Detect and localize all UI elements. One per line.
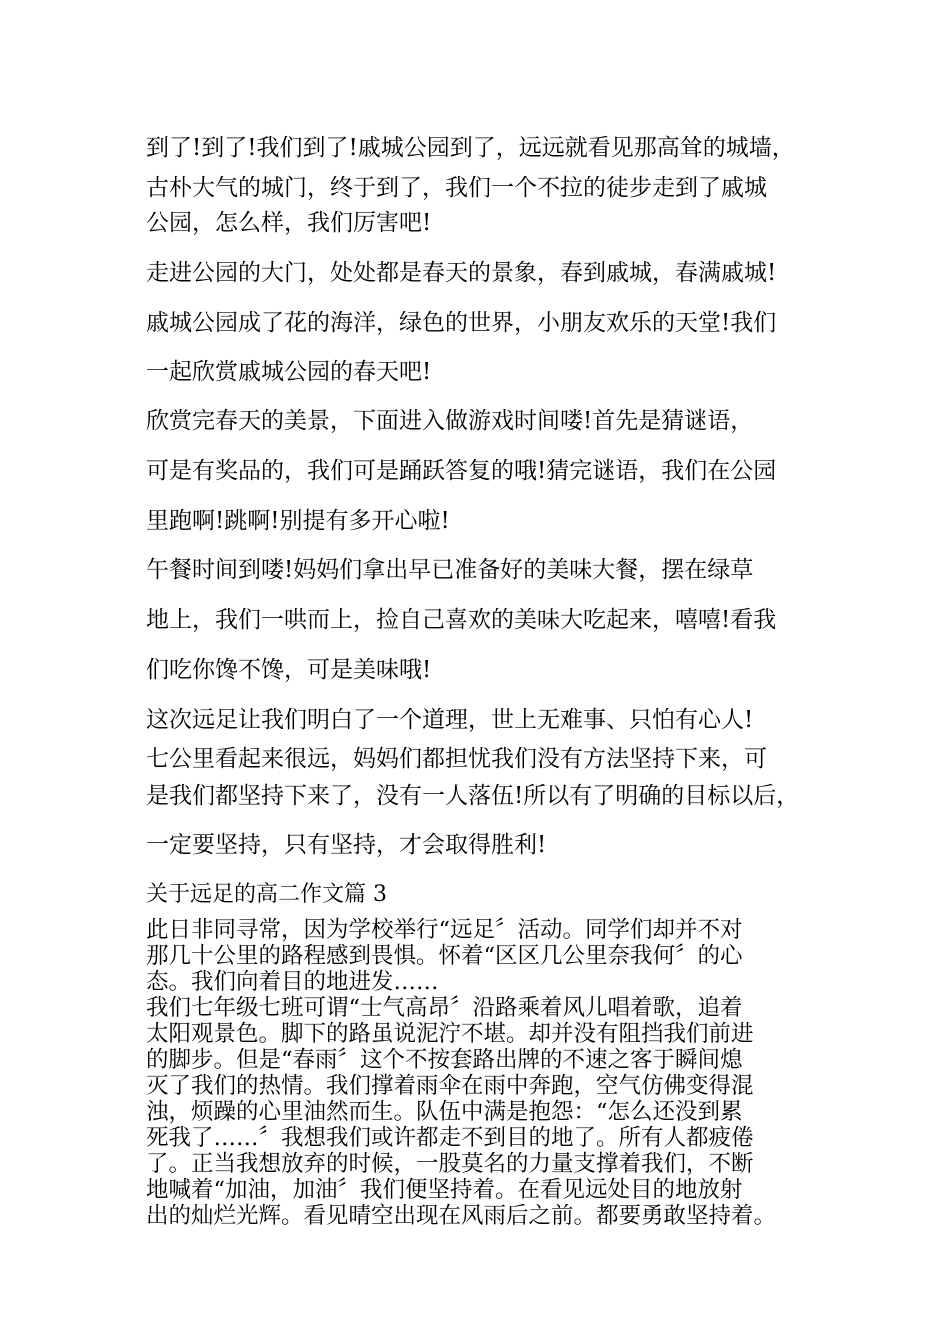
paragraph-5-line-2: 七公里看起来很远，妈妈们都担忧我们没有方法坚持下来，可 xyxy=(146,746,767,772)
paragraph-1-line-1: 到了!到了!我们到了!戚城公园到了，远远就看见那高耸的城墙， xyxy=(146,135,795,161)
paragraph-7-line-3: 的脚步。但是“春雨〞这个不按套路出牌的不速之客于瞬间熄 xyxy=(146,1047,743,1073)
paragraph-4-line-1: 午餐时间到喽!妈妈们拿出早已准备好的美味大餐，摆在绿草 xyxy=(146,557,754,583)
paragraph-5-line-4: 一定要坚持，只有坚持，才会取得胜利! xyxy=(146,832,547,858)
paragraph-6-line-2: 那几十公里的路程感到畏惧。怀着“区区几公里奈我何〞的心 xyxy=(146,943,743,969)
paragraph-3-line-2: 可是有奖品的，我们可是踊跃答复的哦!猜完谜语，我们在公园 xyxy=(146,458,777,484)
paragraph-7-line-9: 出的灿烂光辉。看见晴空出现在风雨后之前。都要勇敢坚持着。 xyxy=(146,1203,777,1229)
paragraph-7-line-6: 死我了……〞我想我们或许都走不到目的地了。所有人都疲倦 xyxy=(146,1125,754,1151)
paragraph-1-line-2: 古朴大气的城门，终于到了，我们一个不拉的徒步走到了戚城 xyxy=(146,175,767,201)
paragraph-3-line-3: 里跑啊!跳啊!别提有多开心啦! xyxy=(146,508,450,534)
paragraph-4-line-3: 们吃你馋不馋，可是美味哦! xyxy=(146,657,432,683)
paragraph-3-line-1: 欣赏完春天的美景，下面进入做游戏时间喽!首先是猜谜语， xyxy=(146,408,754,434)
paragraph-7-line-2: 太阳观景色。脚下的路虽说泥泞不堪。却并没有阻挡我们前进 xyxy=(146,1021,754,1047)
paragraph-5-line-3: 是我们都坚持下来了，没有一人落伍!所以有了明确的目标以后， xyxy=(146,783,800,809)
paragraph-7-line-1: 我们七年级七班可谓“士气高昂〞沿路乘着风儿唱着歌，追着 xyxy=(146,995,743,1021)
paragraph-4-line-2: 地上，我们一哄而上，捡自己喜欢的美味大吃起来，嘻嘻!看我 xyxy=(146,607,777,633)
paragraph-1-line-3: 公园，怎么样，我们厉害吧! xyxy=(146,210,432,236)
paragraph-7-line-8: 地喊着“加油，加油〞我们便坚持着。在看见远处目的地放射 xyxy=(146,1177,743,1203)
section-heading: 关于远足的高二作文篇 3 xyxy=(146,882,387,907)
paragraph-5-line-1: 这次远足让我们明白了一个道理，世上无难事、只怕有心人! xyxy=(146,707,754,733)
paragraph-7-line-7: 了。正当我想放弃的时候，一股莫名的力量支撑着我们，不断 xyxy=(146,1151,754,1177)
paragraph-6-line-3: 态。我们向着目的地进发…… xyxy=(146,969,439,995)
paragraph-2-line-1: 走进公园的大门，处处都是春天的景象，春到戚城，春满戚城! xyxy=(146,260,777,286)
paragraph-6-line-1: 此日非同寻常，因为学校举行“远足〞活动。同学们却并不对 xyxy=(146,917,743,943)
paragraph-2-line-2: 戚城公园成了花的海洋，绿色的世界，小朋友欢乐的天堂!我们 xyxy=(146,310,777,336)
paragraph-2-line-3: 一起欣赏戚城公园的春天吧! xyxy=(146,359,432,385)
paragraph-7-line-5: 浊，烦躁的心里油然而生。队伍中满是抱怨：“怎么还没到累 xyxy=(146,1099,743,1125)
paragraph-7-line-4: 灭了我们的热情。我们撑着雨伞在雨中奔跑，空气仿佛变得混 xyxy=(146,1073,754,1099)
